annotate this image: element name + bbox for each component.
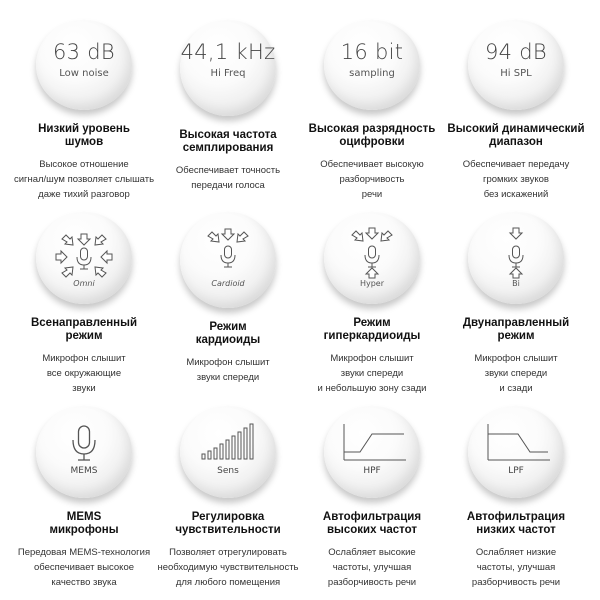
sphere-value: 63 dB: [53, 40, 115, 64]
sphere-caption: Low noise: [59, 68, 109, 79]
feature-title: Режим гиперкардиоиды: [323, 317, 421, 342]
mic-omni-icon: [36, 212, 132, 308]
feature-sphere: [324, 406, 420, 498]
feature-description: Передовая MEMS-технология обеспечивает высокое качество звука: [17, 547, 151, 588]
feature-sphere: [324, 20, 420, 110]
feature-title: Низкий уровень шумов: [38, 123, 130, 148]
feature-sphere: [36, 406, 132, 498]
features-grid: [12, 10, 588, 590]
feature-sphere: [180, 20, 276, 116]
feature-description: Микрофон слышит звуки спереди и сзади: [474, 353, 558, 394]
sphere-value: 16 bit: [340, 40, 404, 64]
feature-cardioid: [156, 202, 300, 396]
feature-hi-freq: [156, 10, 300, 202]
mic-hyper-icon: [324, 212, 420, 308]
feature-title: Автофильтрация низких частот: [466, 511, 566, 536]
feature-sphere: [36, 212, 132, 304]
sphere-icon-label: Omni: [73, 279, 95, 288]
feature-hyper: [300, 202, 444, 396]
feature-description: Ослабляет низкие частоты, улучшая разборчивость речи: [471, 547, 561, 588]
feature-mems: [12, 396, 156, 590]
feature-description: Микрофон слышит звуки спереди и небольшую зону сзади: [317, 353, 427, 394]
mic-bi-icon: [468, 212, 564, 308]
feature-description: Микрофон слышит звуки спереди: [186, 357, 270, 383]
feature-low-noise: [12, 10, 156, 202]
sphere-icon-label: Sens: [217, 466, 239, 476]
mic-mems-icon: [36, 406, 132, 502]
sphere-caption: sampling: [349, 68, 395, 79]
feature-description: Микрофон слышит все окружающие звуки: [42, 353, 126, 394]
sphere-icon-label: Hyper: [359, 279, 385, 288]
feature-sphere: [180, 406, 276, 498]
feature-description: Обеспечивает точность передачи голоса: [175, 165, 281, 191]
sphere-value: 44,1 kHz: [180, 40, 276, 64]
feature-sphere: [468, 406, 564, 498]
feature-description: Позволяет отрегулировать необходимую чувствительность для любого помещения: [157, 547, 299, 588]
feature-hpf: [300, 396, 444, 590]
high-pass-filter-icon: [324, 406, 420, 502]
feature-description: Обеспечивает высокую разборчивость речи: [320, 159, 424, 200]
feature-title: Регулировка чувствительности: [175, 511, 281, 536]
feature-hi-spl: [444, 10, 588, 202]
sphere-icon-label: HPF: [363, 466, 381, 476]
feature-sphere: [324, 212, 420, 304]
feature-title: Режим кардиоиды: [195, 321, 261, 346]
feature-lpf: [444, 396, 588, 590]
feature-sphere: [468, 20, 564, 110]
sphere-icon-label: MEMS: [70, 466, 98, 476]
feature-bi: [444, 202, 588, 396]
sphere-caption: Hi SPL: [500, 68, 532, 79]
feature-sens: [156, 396, 300, 590]
feature-title: Автофильтрация высоких частот: [322, 511, 422, 536]
feature-title: Высокая частота семплирования: [179, 129, 277, 154]
feature-description: Высокое отношение сигнал/шум позволяет слышать даже тихий разговор: [13, 159, 155, 200]
feature-sphere: [36, 20, 132, 110]
sphere-icon-label: Cardioid: [211, 279, 245, 288]
feature-title: Двунаправленный режим: [462, 317, 570, 342]
feature-omni: [12, 202, 156, 396]
feature-sphere: [180, 212, 276, 308]
feature-title: Высокий динамический диапазон: [447, 123, 585, 148]
feature-title: MEMS микрофоны: [49, 511, 119, 536]
low-pass-filter-icon: [468, 406, 564, 502]
sphere-icon-label: Bi: [512, 279, 520, 288]
feature-title: Всенаправленный режим: [30, 317, 138, 342]
sensitivity-bars-icon: [180, 406, 276, 502]
feature-title: Высокая разрядность оцифровки: [308, 123, 436, 148]
feature-16-bit: [300, 10, 444, 202]
feature-sphere: [468, 212, 564, 304]
sphere-value: 94 dB: [485, 40, 547, 64]
sphere-caption: Hi Freq: [210, 68, 246, 79]
feature-description: Ослабляет высокие частоты, улучшая разборчивость речи: [327, 547, 417, 588]
sphere-icon-label: LPF: [508, 466, 524, 476]
mic-cardioid-icon: [180, 212, 276, 308]
feature-description: Обеспечивает передачу громких звуков без искажений: [462, 159, 570, 200]
